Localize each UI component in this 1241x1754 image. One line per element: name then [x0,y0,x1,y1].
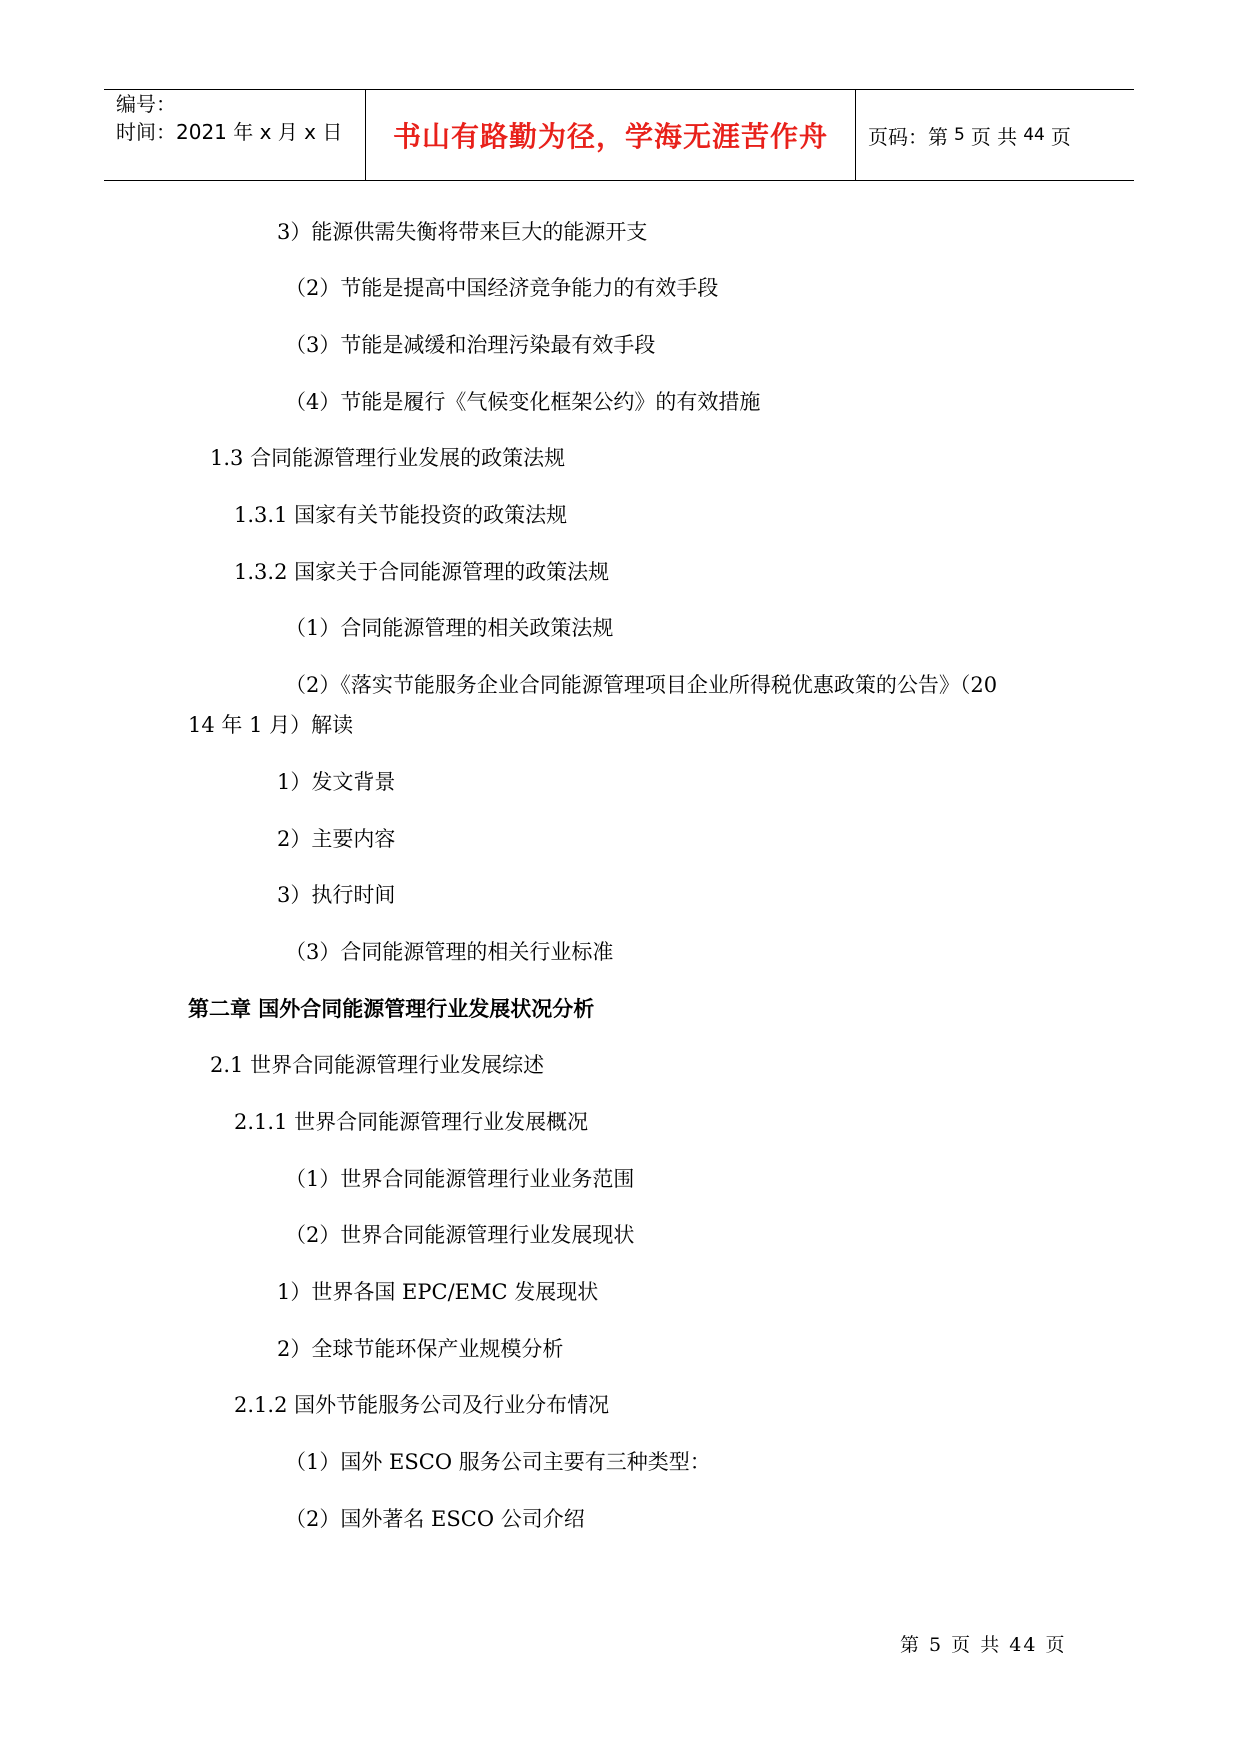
document-number-label: 编号： [116,92,176,116]
outline-item: 2）全球节能环保产业规模分析 [277,1337,564,1361]
section-heading: 2.1 世界合同能源管理行业发展综述 [210,1053,545,1077]
page-footer: 第 5 页 共 44 页 [900,1634,1067,1656]
outline-item: 3）能源供需失衡将带来巨大的能源开支 [277,220,648,244]
header-meta [104,90,366,180]
outline-item: 3）执行时间 [277,883,396,907]
outline-item: （1）合同能源管理的相关政策法规 [285,616,614,640]
outline-item: （3）节能是减缓和治理污染最有效手段 [285,333,656,357]
chapter-heading: 第二章 国外合同能源管理行业发展状况分析 [188,997,595,1021]
outline-item: 1）发文背景 [277,770,396,794]
document-time-label: 时间：2021 年 x 月 x 日 [116,120,343,144]
subsection-heading: 1.3.2 国家关于合同能源管理的政策法规 [234,560,610,584]
outline-item: （2）世界合同能源管理行业发展现状 [285,1223,635,1247]
outline-item: （1）世界合同能源管理行业业务范围 [285,1167,635,1191]
page-middle: 页 共 [970,124,1018,149]
outline-item: 2）主要内容 [277,827,396,851]
outline-item: （4）节能是履行《气候变化框架公约》的有效措施 [285,390,761,414]
header-page-indicator [856,90,1134,180]
outline-item: 1）世界各国 EPC/EMC 发展现状 [277,1280,599,1304]
outline-item: （3）合同能源管理的相关行业标准 [285,940,614,964]
outline-item: （2）国外著名 ESCO 公司介绍 [285,1507,585,1531]
page-prefix: 页码：第 [868,124,948,149]
outline-item-continuation: 14 年 1 月）解读 [188,713,354,737]
header-motto: 书山有路勤为径，学海无涯苦作舟 [366,90,856,180]
page-current: 5 [954,125,965,145]
outline-item: （2）节能是提高中国经济竞争能力的有效手段 [285,276,719,300]
subsection-heading: 2.1.1 世界合同能源管理行业发展概况 [234,1110,589,1134]
subsection-heading: 2.1.2 国外节能服务公司及行业分布情况 [234,1393,610,1417]
page-header [104,89,1134,181]
section-heading: 1.3 合同能源管理行业发展的政策法规 [210,446,566,470]
page-total: 44 [1023,125,1045,145]
subsection-heading: 1.3.1 国家有关节能投资的政策法规 [234,503,568,527]
page-suffix: 页 [1050,124,1071,149]
outline-item: （1）国外 ESCO 服务公司主要有三种类型： [285,1450,711,1474]
outline-item: （2）《落实节能服务企业合同能源管理项目企业所得税优惠政策的公告》（20 [285,673,998,697]
